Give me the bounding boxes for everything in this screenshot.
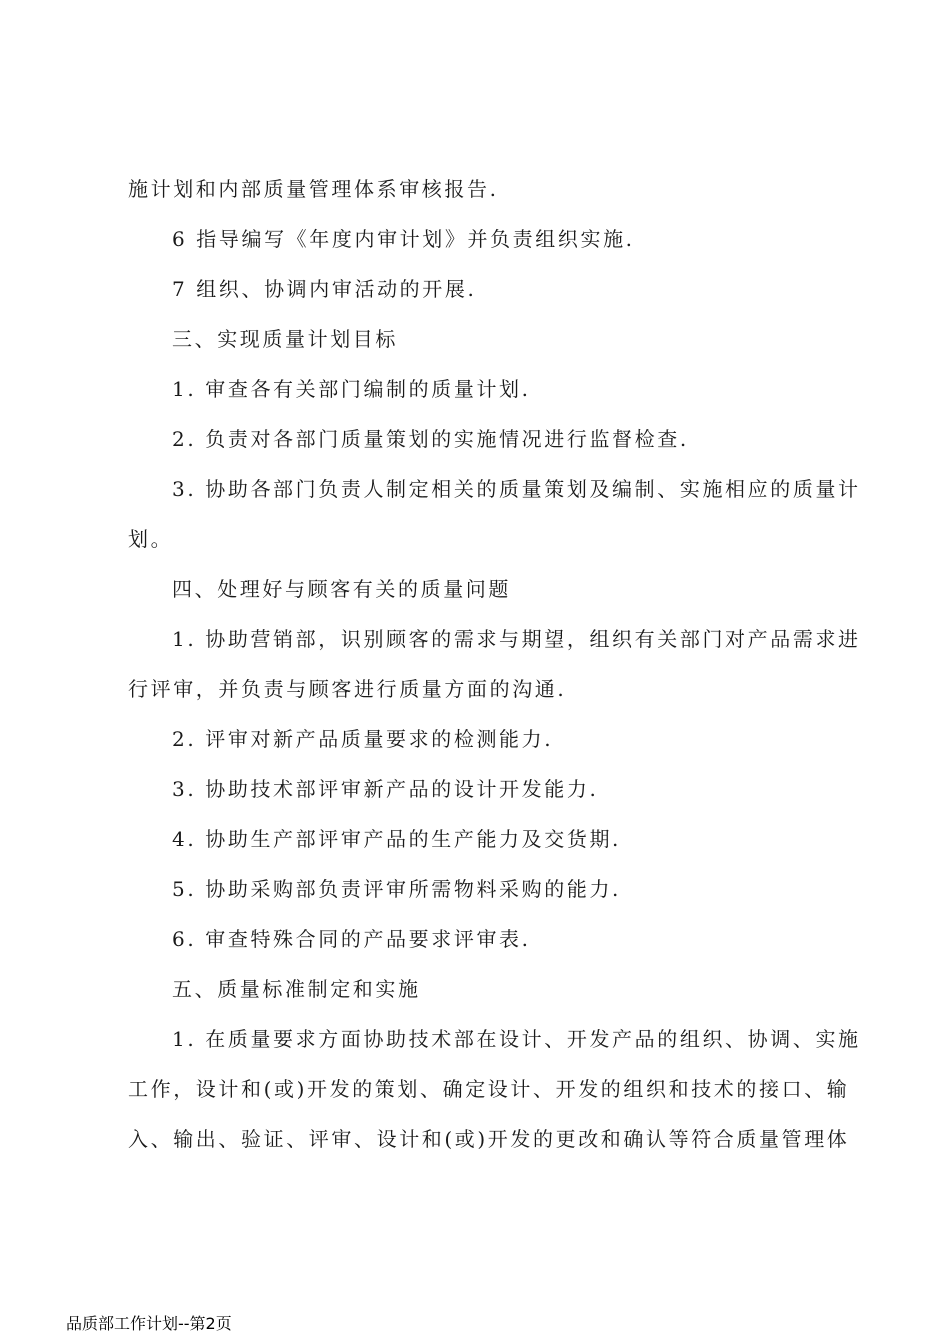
text-line: 3. 协助各部门负责人制定相关的质量策划及编制、实施相应的质量计 — [172, 477, 861, 501]
text-line: 1. 在质量要求方面协助技术部在设计、开发产品的组织、协调、实施 — [172, 1027, 861, 1051]
text-line: 1. 协助营销部，识别顾客的需求与期望，组织有关部门对产品需求进 — [172, 627, 861, 651]
text-line: 工作，设计和(或)开发的策划、确定设计、开发的组织和技术的接口、输 — [128, 1077, 850, 1101]
section-heading: 四、处理好与顾客有关的质量问题 — [172, 577, 511, 601]
document-body — [128, 164, 861, 1164]
text-line: 7 组织、协调内审活动的开展. — [172, 277, 477, 301]
section-heading: 五、质量标准制定和实施 — [172, 977, 421, 1001]
text-line: 6 指导编写《年度内审计划》并负责组织实施. — [172, 227, 635, 251]
section-heading: 三、实现质量计划目标 — [172, 327, 398, 351]
text-line: 4. 协助生产部评审产品的生产能力及交货期. — [172, 827, 621, 851]
text-line: 行评审，并负责与顾客进行质量方面的沟通. — [128, 677, 567, 701]
text-line: 划。 — [128, 527, 174, 551]
text-line: 入、输出、验证、评审、设计和(或)开发的更改和确认等符合质量管理体 — [128, 1127, 850, 1151]
text-line: 5. 协助采购部负责评审所需物料采购的能力. — [172, 877, 621, 901]
text-line: 2. 评审对新产品质量要求的检测能力. — [172, 727, 554, 751]
text-line: 6. 审查特殊合同的产品要求评审表. — [172, 927, 531, 951]
page-footer: 品质部工作计划--第2页 — [66, 1314, 232, 1333]
text-line: 3. 协助技术部评审新产品的设计开发能力. — [172, 777, 599, 801]
text-line: 2. 负责对各部门质量策划的实施情况进行监督检查. — [172, 427, 689, 451]
text-line: 1. 审查各有关部门编制的质量计划. — [172, 377, 531, 401]
text-line: 施计划和内部质量管理体系审核报告. — [128, 177, 499, 201]
